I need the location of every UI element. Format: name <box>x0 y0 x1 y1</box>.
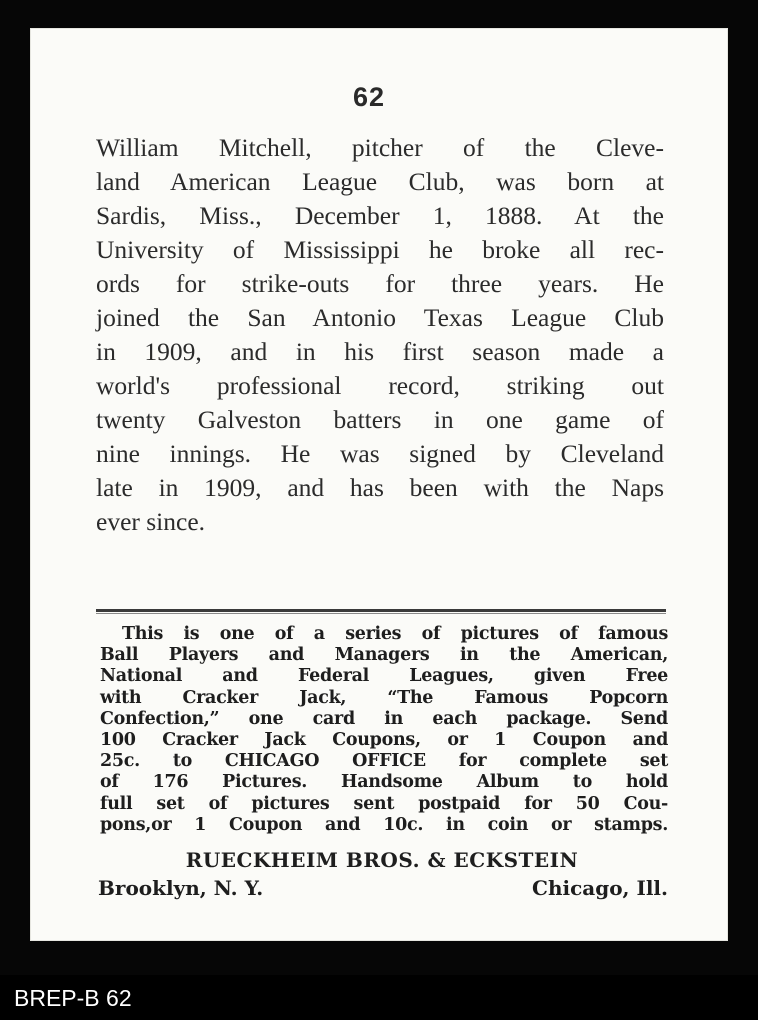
promo-line: Ball Players and Managers in the American, <box>100 645 668 666</box>
promo-line: of 176 Pictures. Handsome Album to hold <box>100 772 668 793</box>
promo-text <box>100 624 668 836</box>
bio-line: land American League Club, was born at <box>96 167 664 196</box>
promo-line: National and Federal Leagues, given Free <box>100 666 668 687</box>
bio-line: ords for strike-outs for three years. He <box>96 269 664 298</box>
bio-line: nine innings. He was signed by Cleveland <box>96 439 664 468</box>
company-name: RUECKHEIM BROS. & ECKSTEIN <box>185 848 579 872</box>
bio-line: twenty Galveston batters in one game of <box>96 405 664 434</box>
divider-rule <box>96 609 666 614</box>
promo-line: pons,or 1 Coupon and 10c. in coin or stamps. <box>100 814 668 835</box>
promo-line: This is one of a series of pictures of famous <box>122 624 668 644</box>
bio-line: William Mitchell, pitcher of the Cleve- <box>96 133 664 162</box>
promo-line: Confection,” one card in each package. Send <box>100 708 668 729</box>
promo-line: with Cracker Jack, “The Famous Popcorn <box>100 687 668 708</box>
city-brooklyn: Brooklyn, N. Y. <box>98 876 264 900</box>
player-biography <box>96 131 664 539</box>
bio-line: late in 1909, and has been with the Naps <box>96 473 664 502</box>
bio-line: University of Mississippi he broke all rec- <box>96 235 664 264</box>
promo-line: full set of pictures sent postpaid for 50 Cou- <box>100 793 668 814</box>
card-number: 62 <box>352 82 386 112</box>
bio-line: joined the San Antonio Texas League Club <box>96 303 664 332</box>
promo-line: 25c. to CHICAGO OFFICE for complete set <box>100 751 668 772</box>
bio-line: Sardis, Miss., December 1, 1888. At the <box>96 201 664 230</box>
bio-line: ever since. <box>96 507 206 536</box>
bio-line: world's professional record, striking out <box>96 371 664 400</box>
promo-line: 100 Cracker Jack Coupons, or 1 Coupon and <box>100 729 668 750</box>
bio-line: in 1909, and in his first season made a <box>96 337 664 366</box>
image-caption: BREP-B 62 <box>14 985 132 1011</box>
city-chicago: Chicago, Ill. <box>532 876 668 900</box>
